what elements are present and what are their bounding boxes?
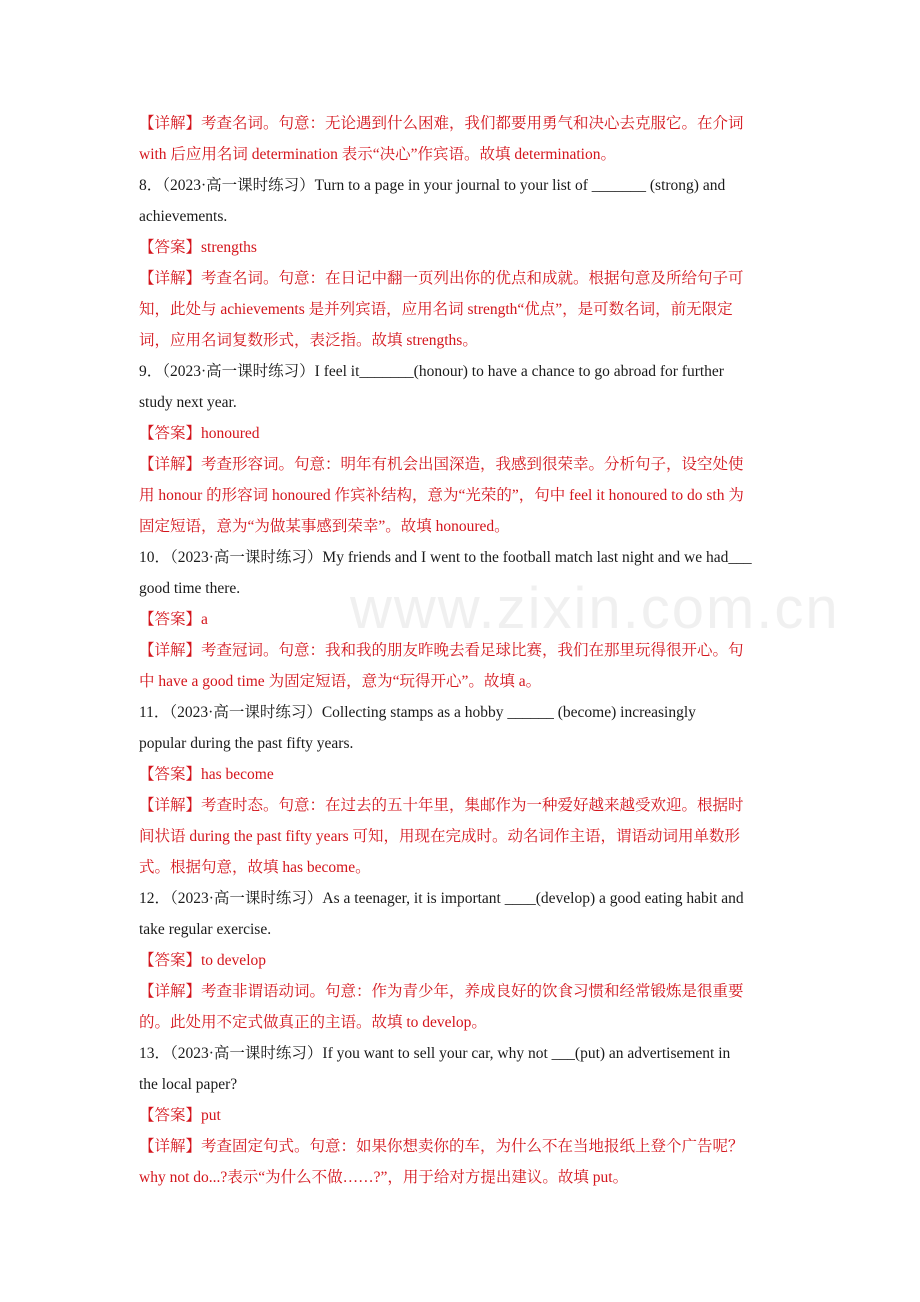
answer-explanation-line: 【详解】考查冠词。句意：我和我的朋友昨晚去看足球比赛，我们在那里玩得很开心。句 (139, 642, 744, 659)
question-line: the local paper? (139, 1076, 238, 1093)
question-line: study next year. (139, 394, 237, 411)
question-line: 10．（2023·高一课时练习）My friends and I went to the football match last night and we had___ (139, 549, 752, 566)
question-line: 11．（2023·高一课时练习）Collecting stamps as a hobby ______ (become) increasingly (139, 704, 696, 721)
question-line: take regular exercise. (139, 921, 272, 938)
answer-explanation-line: with 后应用名词 determination 表示“决心”作宾语。故填 determination。 (139, 146, 616, 163)
answer-explanation-line: 【答案】has become (139, 766, 274, 783)
answer-explanation-line: 【详解】考查名词。句意：在日记中翻一页列出你的优点和成就。根据句意及所给句子可 (139, 270, 744, 287)
watermark: www.zixin.com.cn (350, 576, 840, 641)
question-line: good time there. (139, 580, 241, 597)
question-line: 12．（2023·高一课时练习）As a teenager, it is important ____(develop) a good eating habit and (139, 890, 744, 907)
answer-explanation-line: 【答案】a (139, 611, 208, 628)
answer-explanation-line: 【详解】考查非谓语动词。句意：作为青少年，养成良好的饮食习惯和经常锻炼是很重要 (139, 983, 744, 1000)
answer-explanation-line: 【详解】考查形容词。句意：明年有机会出国深造，我感到很荣幸。分析句子，设空处使 (139, 456, 744, 473)
answer-explanation-line: 词，应用名词复数形式，表泛指。故填 strengths。 (139, 332, 478, 349)
answer-explanation-line: 【答案】strengths (139, 239, 257, 256)
answer-explanation-line: 式。根据句意，故填 has become。 (139, 859, 371, 876)
answer-explanation-line: 中 have a good time 为固定短语，意为“玩得开心”。故填 a。 (139, 673, 542, 690)
answer-explanation-line: 【答案】honoured (139, 425, 260, 442)
answer-explanation-line: 用 honour 的形容词 honoured 作宾补结构，意为“光荣的”，句中 feel it honoured to do sth 为 (139, 487, 744, 504)
question-line: achievements. (139, 208, 228, 225)
answer-explanation-line: 间状语 during the past fifty years 可知，用现在完成时。动名词作主语，谓语动词用单数形 (139, 828, 741, 845)
document-page (139, 108, 784, 1193)
answer-explanation-line: 【详解】考查名词。句意：无论遇到什么困难，我们都要用勇气和决心去克服它。在介词 (139, 115, 744, 132)
question-line: popular during the past fifty years. (139, 735, 354, 752)
answer-explanation-line: 【详解】考查时态。句意：在过去的五十年里，集邮作为一种爱好越来越受欢迎。根据时 (139, 797, 744, 814)
answer-explanation-line: 【详解】考查固定句式。句意：如果你想卖你的车，为什么不在当地报纸上登个广告呢？ (139, 1138, 744, 1155)
answer-explanation-line: 【答案】to develop (139, 952, 266, 969)
answer-explanation-line: 【答案】put (139, 1107, 221, 1124)
question-line: 8．（2023·高一课时练习）Turn to a page in your journal to your list of _______ (strong) and (139, 177, 726, 194)
answer-explanation-line: 知，此处与 achievements 是并列宾语，应用名词 strength“优点”，是可数名词，前无限定 (139, 301, 733, 318)
question-line: 9．（2023·高一课时练习）I feel it_______(honour) to have a chance to go abroad for further (139, 363, 724, 380)
answer-explanation-line: why not do...?表示“为什么不做……?”，用于给对方提出建议。故填 put。 (139, 1169, 629, 1186)
question-line: 13．（2023·高一课时练习）If you want to sell your car, why not ___(put) an advertisement in (139, 1045, 731, 1062)
answer-explanation-line: 的。此处用不定式做真正的主语。故填 to develop。 (139, 1014, 487, 1031)
answer-explanation-line: 固定短语，意为“为做某事感到荣幸”。故填 honoured。 (139, 518, 510, 535)
